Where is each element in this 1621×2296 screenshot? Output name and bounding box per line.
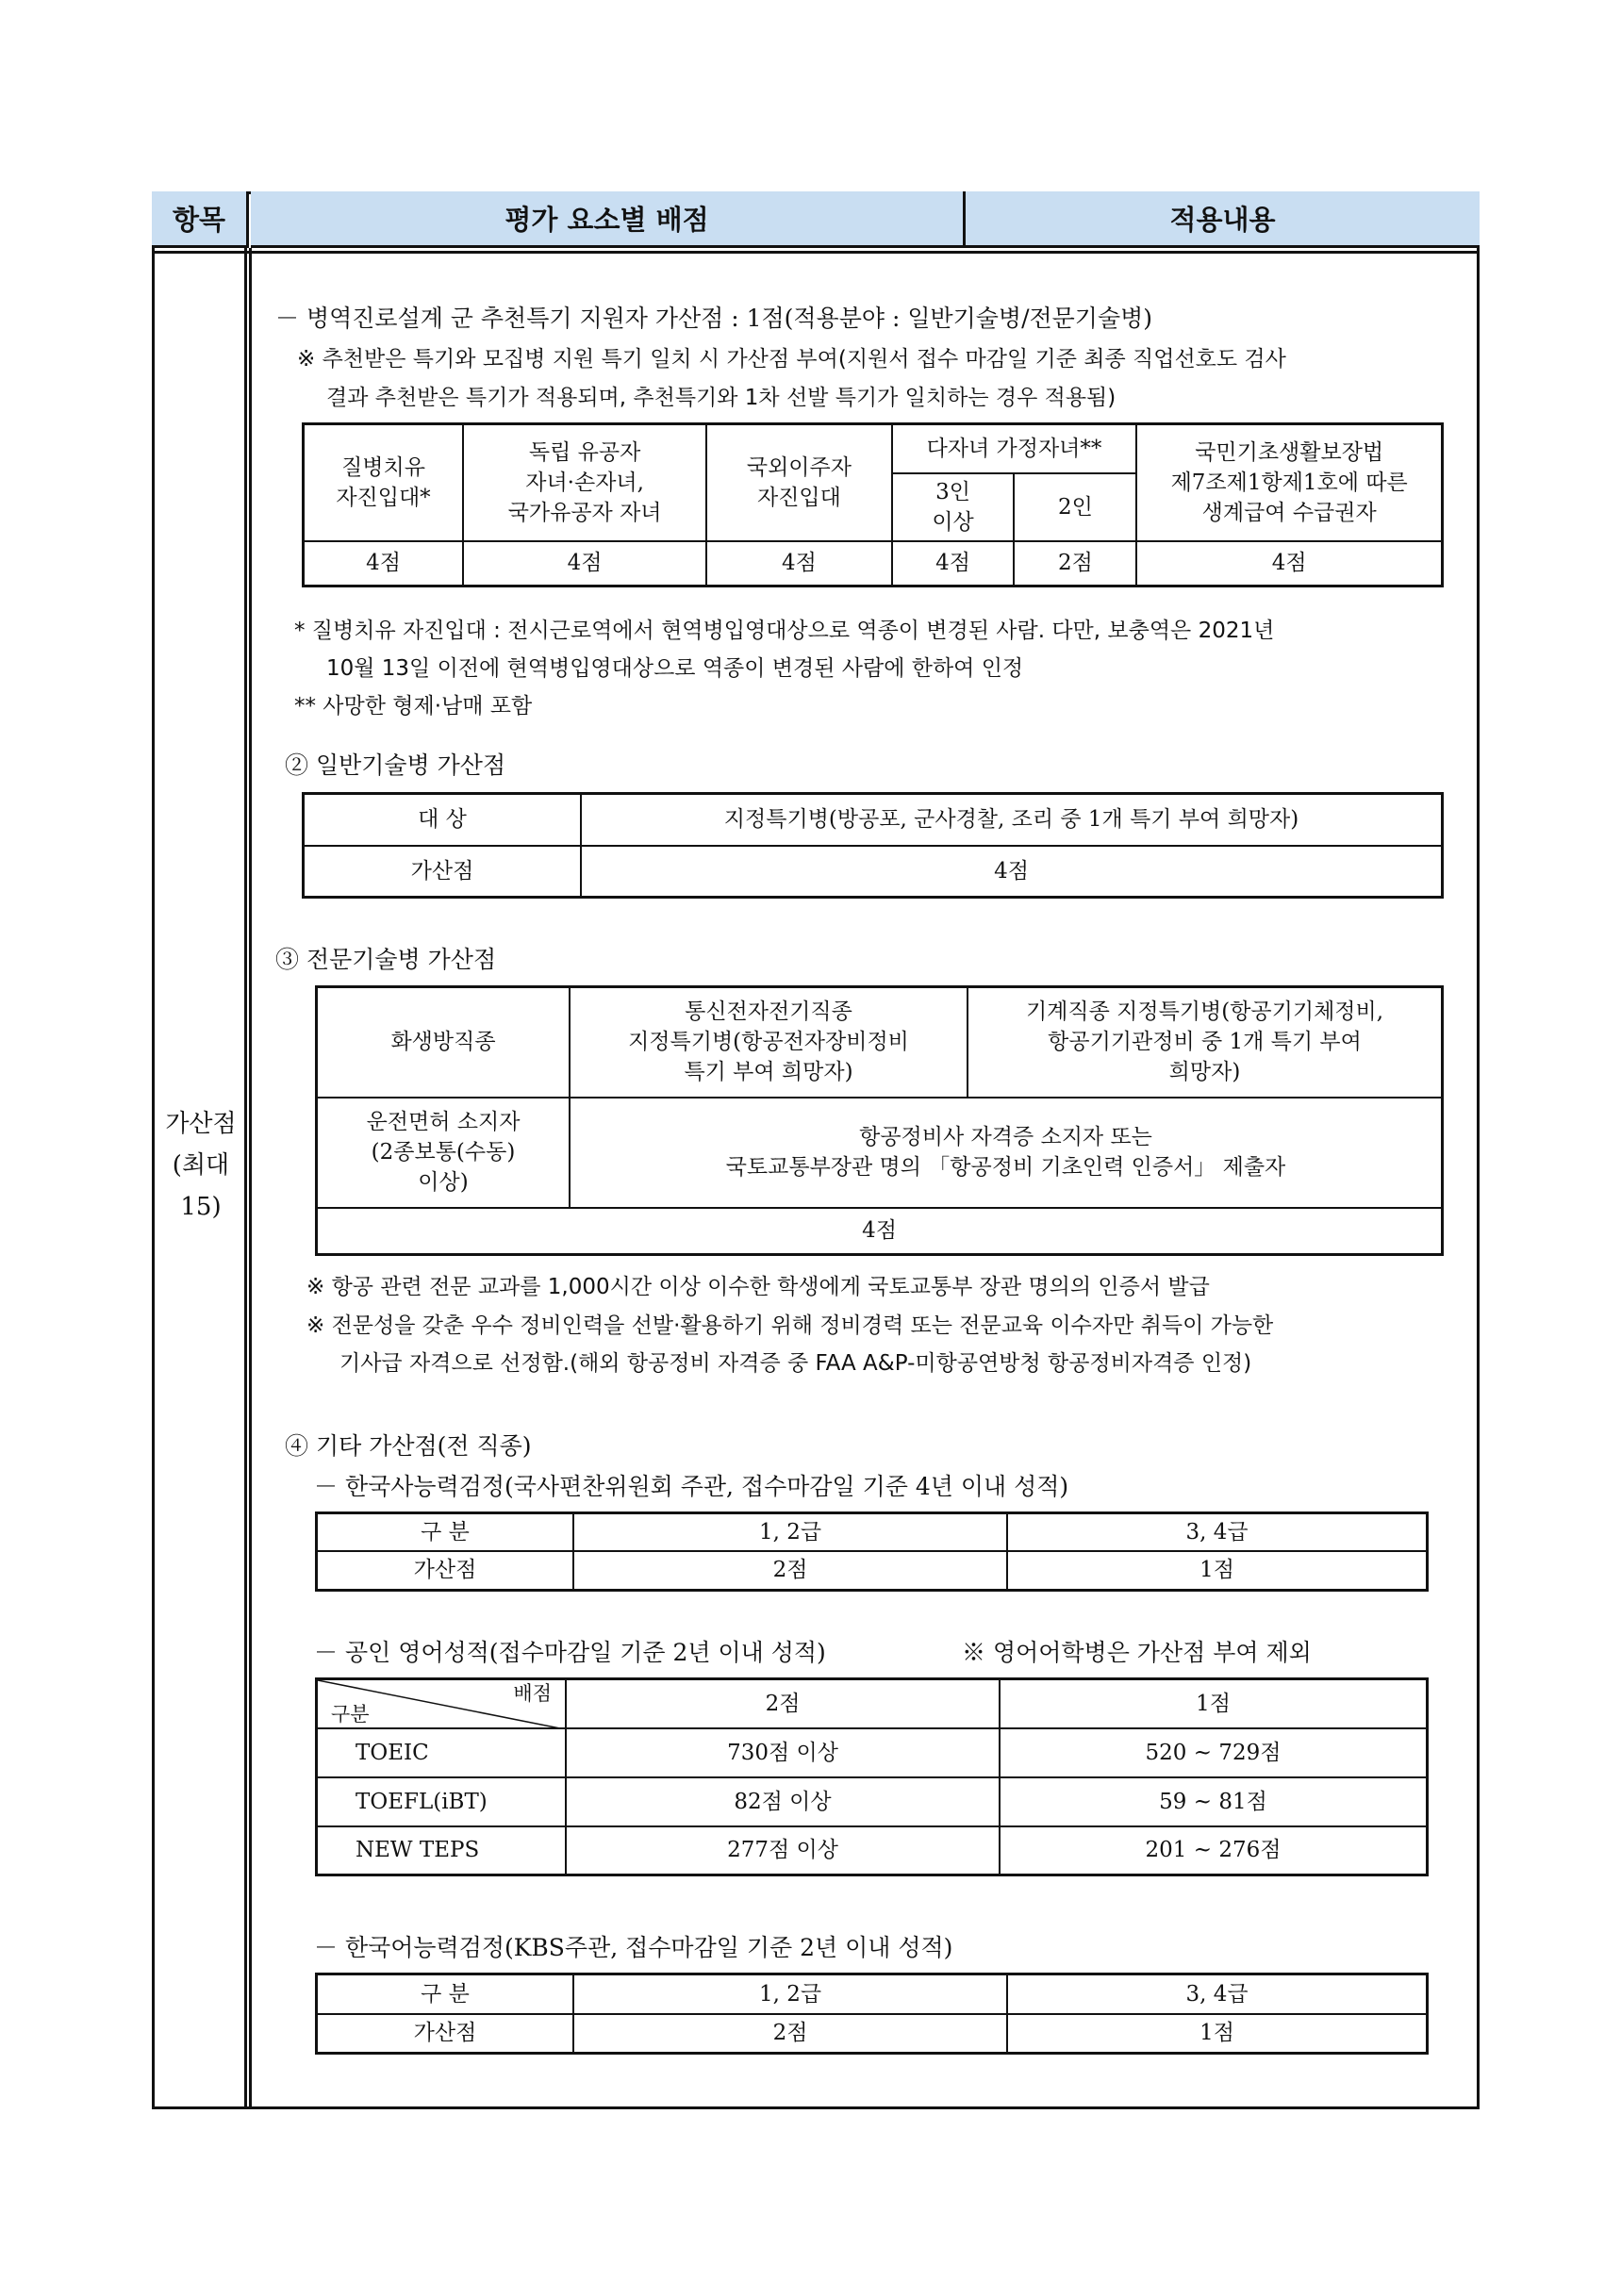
korean-head: 구 분 (317, 1974, 574, 2014)
score-cell: 4점 (892, 541, 1015, 586)
section3-note1: ※ 항공 관련 전문 교과를 1,000시간 이상 이수한 학생에게 국토교통부 장관 명의의 인증서 발급 (306, 1275, 1210, 1299)
korean-cell: 가산점 (317, 2014, 574, 2054)
foot1-line1: * 질병치유 자진입대 : 전시근로역에서 현역병입영대상으로 역종이 변경된 사람. 다만, 보충역은 2021년 (294, 619, 1275, 643)
section1-note-line2: 결과 추천받은 특기가 적용되며, 추천특기와 1차 선발 특기가 일치하는 경우 적용됨) (326, 386, 1117, 410)
english-cell: 201 ~ 276점 (1000, 1826, 1428, 1875)
corner-top: 배점 (513, 1682, 552, 1705)
corner-cell (317, 1679, 567, 1728)
history-head: 1, 2급 (573, 1513, 1007, 1551)
korean-table (315, 1973, 1429, 2055)
korean-head: 3, 4급 (1007, 1974, 1428, 2014)
korean-cell: 1점 (1007, 2014, 1428, 2054)
target-label: 대 상 (304, 794, 582, 846)
english-test: TOEIC (317, 1728, 567, 1777)
section3-note2-line2: 기사급 자격으로 선정함.(해외 항공정비 자격증 중 FAA A&P-미항공연방청 항공정비자격증 인정) (339, 1351, 1252, 1376)
section3-score: 4점 (317, 1208, 1443, 1255)
english-test: NEW TEPS (317, 1826, 567, 1875)
th-two: 2인 (1014, 473, 1136, 541)
th-multichild: 다자녀 가정자녀** (892, 424, 1137, 473)
corner-bottom: 구분 (331, 1702, 370, 1726)
th-basic-living: 국민기초생활보장법 제7조제1항제1호에 따른 생계급여 수급권자 (1136, 424, 1442, 541)
section2-title: ② 일반기술병 가산점 (285, 752, 506, 779)
target-value: 지정특기병(방공포, 군사경찰, 조리 중 1개 특기 부여 희망자) (581, 794, 1443, 846)
english-test: TOEFL(iBT) (317, 1777, 567, 1826)
history-head: 3, 4급 (1007, 1513, 1428, 1551)
section1-table (302, 422, 1444, 587)
section3-note2-line1: ※ 전문성을 갖춘 우수 정비인력을 선발·활용하기 위해 정비경력 또는 전문교육 이수자만 취득이 가능한 (306, 1313, 1274, 1338)
score-cell: 4점 (706, 541, 891, 586)
th-merit: 독립 유공자 자녀·손자녀, 국가유공자 자녀 (463, 424, 706, 541)
th-overseas: 국외이주자 자진입대 (706, 424, 891, 541)
score-cell: 4점 (463, 541, 706, 586)
header-content: 적용내용 (966, 191, 1480, 248)
english-title: － 공인 영어성적(접수마감일 기준 2년 이내 성적) (314, 1639, 826, 1666)
english-cell: 59 ~ 81점 (1000, 1777, 1428, 1826)
score-cell: 4점 (1136, 541, 1442, 586)
english-cell: 520 ~ 729점 (1000, 1728, 1428, 1777)
history-table (315, 1511, 1429, 1592)
header-scoring: 평가 요소별 배점 (251, 191, 963, 248)
english-note: ※ 영어어학병은 가산점 부여 제외 (962, 1639, 1312, 1666)
section2-table (302, 792, 1444, 899)
th-three-plus: 3인 이상 (892, 473, 1015, 541)
comm-cell: 통신전자전기직종 지정특기병(항공전자장비정비 특기 부여 희망자) (570, 987, 968, 1098)
english-head: 1점 (1000, 1679, 1428, 1728)
korean-cell: 2점 (573, 2014, 1007, 2054)
english-head: 2점 (566, 1679, 1000, 1728)
history-cell: 1점 (1007, 1551, 1428, 1591)
bonus-value: 4점 (581, 846, 1443, 898)
korean-head: 1, 2급 (573, 1974, 1007, 2014)
score-cell: 2점 (1014, 541, 1136, 586)
english-cell: 82점 이상 (566, 1777, 1000, 1826)
section1-note-line1: ※ 추천받은 특기와 모집병 지원 특기 일치 시 가산점 부여(지원서 접수 마감일 기준 최종 직업선호도 검사 (297, 347, 1286, 372)
score-cell: 4점 (304, 541, 464, 586)
section3-table (315, 985, 1444, 1256)
foot1-line2: 10월 13일 이전에 현역병입영대상으로 역종이 변경된 사람에 한하여 인정 (326, 656, 1024, 681)
history-cell: 2점 (573, 1551, 1007, 1591)
history-title: － 한국사능력검정(국사편찬위원회 주관, 접수마감일 기준 4년 이내 성적) (314, 1473, 1069, 1500)
english-cell: 730점 이상 (566, 1728, 1000, 1777)
mech-cell: 기계직종 지정특기병(항공기기체정비, 항공기기관정비 중 1개 특기 부여 희망자) (968, 987, 1443, 1098)
header-rule (152, 251, 1480, 254)
aviation-cell: 항공정비사 자격증 소지자 또는 국토교통부장관 명의 「항공정비 기초인력 인증서」 제출자 (570, 1098, 1443, 1208)
section4-title: ④ 기타 가산점(전 직종) (285, 1432, 532, 1460)
header-divider (963, 191, 966, 248)
side-label: 가산점 (최대 15) (165, 1110, 237, 1221)
foot2: ** 사망한 형제·남매 포함 (294, 694, 533, 719)
header-item: 항목 (152, 191, 246, 248)
bonus-label: 가산점 (304, 846, 582, 898)
section3-title: ③ 전문기술병 가산점 (275, 946, 497, 973)
english-table (315, 1677, 1429, 1876)
cbrn-cell: 화생방직종 (317, 987, 571, 1098)
history-cell: 가산점 (317, 1551, 574, 1591)
license-cell: 운전면허 소지자 (2종보통(수동) 이상) (317, 1098, 571, 1208)
th-illness: 질병치유 자진입대* (304, 424, 464, 541)
header-divider (246, 191, 249, 248)
korean-title: － 한국어능력검정(KBS주관, 접수마감일 기준 2년 이내 성적) (314, 1934, 953, 1961)
english-cell: 277점 이상 (566, 1826, 1000, 1875)
section1-intro: － 병역진로설계 군 추천특기 지원자 가산점 : 1점(적용분야 : 일반기술병/전문기술병) (275, 305, 1153, 332)
history-head: 구 분 (317, 1513, 574, 1551)
